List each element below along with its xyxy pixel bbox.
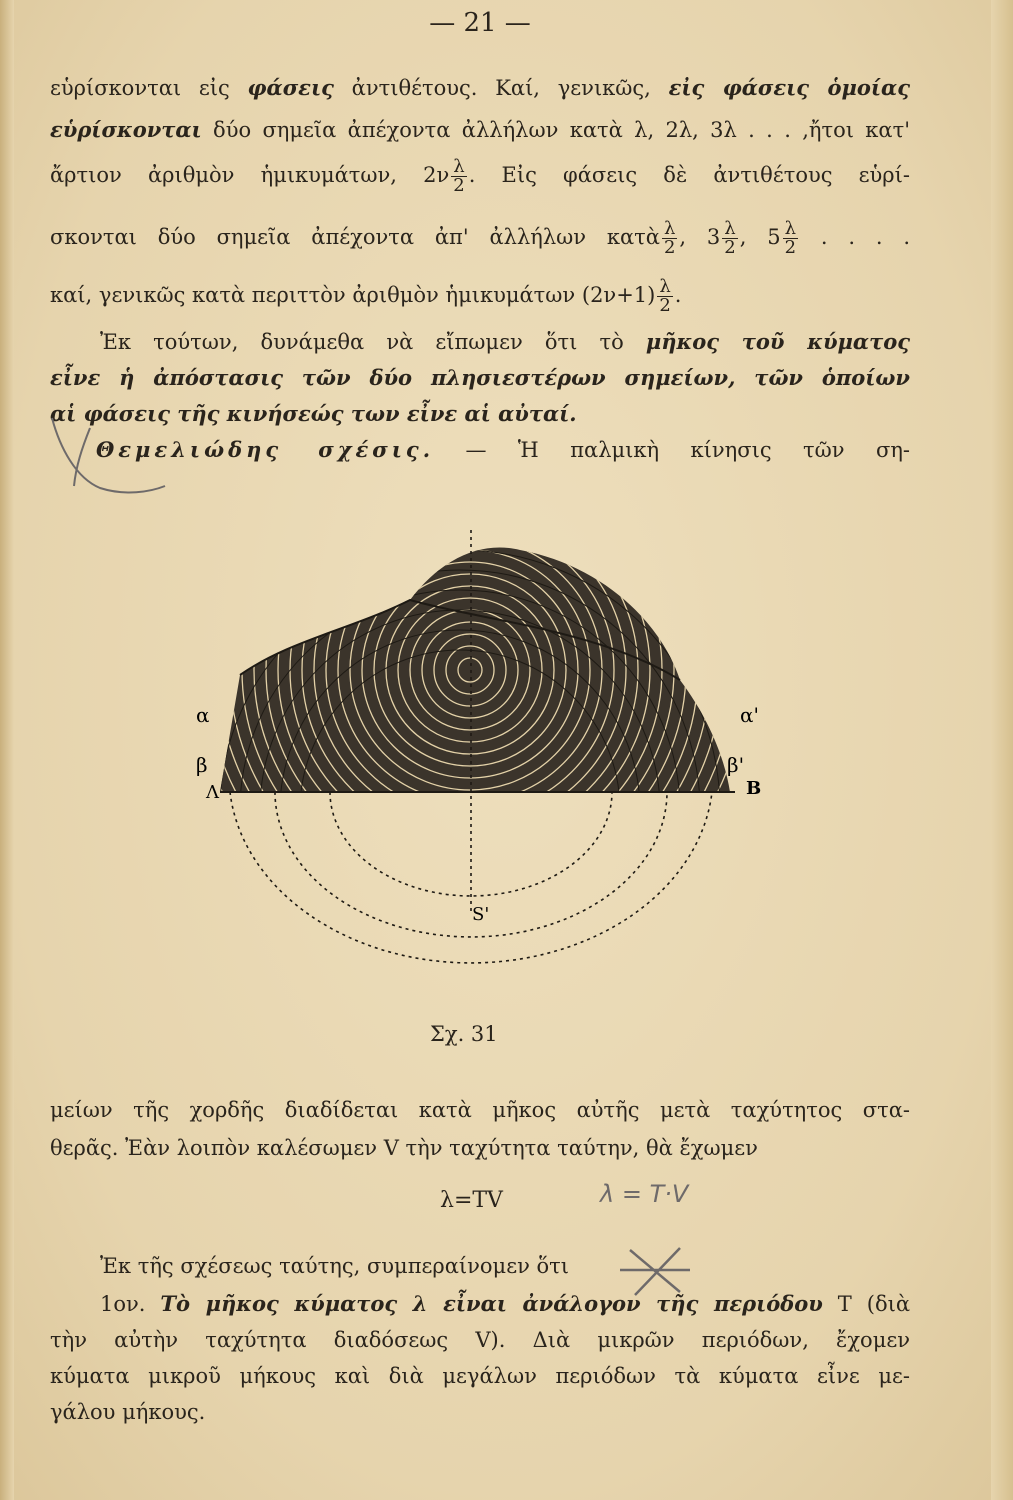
label-B: B [746,778,762,799]
label-alpha: α [196,703,210,727]
fraction: $\frac{\lambda}{2}$ [784,218,797,258]
pencil-mark [30,408,170,500]
text-line-6: Ἐκ τούτων, δυνάμεθα νὰ εἴπωμεν ὅτι τὸ μῆκος τοῦ κύματος [100,329,910,354]
page-edge-left [0,0,14,1500]
pencil-note: λ = T·V [600,1180,689,1208]
text-line-3: ἄρτιον ἀριθμὸν ἡμικυμάτων, 2ν $\frac{\lambda}{2}$ . Εἰς φάσεις δὲ ἀντιθέτους εὑρί- [50,156,910,196]
label-alpha-prime: α' [740,703,760,727]
text-line-2: εὑρίσκονται δύο σημεῖα ἀπέχοντα ἀλλήλων κατὰ λ, 2λ, 3λ . . . ,ἤτοι κατ' [50,117,910,142]
fraction: $\frac{\lambda}{2}$ [659,276,671,316]
text-line-11: θερᾶς. Ἐὰν λοιπὸν καλέσωμεν V τὴν ταχύτητα ταύτην, θὰ ἔχωμεν [50,1136,758,1160]
text-line-1: εὑρίσκονται εἰς φάσεις ἀντιθέτους. Καί, γενικῶς, εἰς φάσεις ὁμοίας [50,75,910,100]
text-line-12: Ἐκ τῆς σχέσεως ταύτης, συμπεραίνομεν ὅτι [100,1254,570,1278]
wavefront-hatching [194,480,750,1010]
page-number: — 21 — [429,8,531,38]
text-line-4: σκονται δύο σημεῖα ἀπέχοντα ἀπ' ἀλλήλων κατὰ $\frac{\lambda}{2}$ , 3 $\frac{\lambda}{2}$ , 5 $\frac{\lambda}{2}$ . . . . [50,218,910,258]
text-line-9: Θεμελιώδης σχέσις. — Ἡ παλμικὴ κίνησις τῶν ση- [96,437,910,462]
figure-caption: Σχ. 31 [430,1022,498,1046]
text-line-7: εἶνε ἡ ἀπόστασις τῶν δύο πλησιεστέρων σημείων, τῶν ὁποίων [50,365,910,390]
text-line-5: καί, γενικῶς κατὰ περιττὸν ἀριθμὸν ἡμικυμάτων (2ν+1) $\frac{\lambda}{2}$ . [50,276,682,316]
label-beta: β [196,753,208,777]
fraction: $\frac{\lambda}{2}$ [663,218,676,258]
fraction: $\frac{\lambda}{2}$ [724,218,736,258]
page-edge-right [991,0,1013,1500]
label-S-prime: S' [472,904,490,925]
text-line-15: κύματα μικροῦ μήκους καὶ διὰ μεγάλων περιόδων τὰ κύματα εἶνε με- [50,1364,910,1388]
label-beta-prime: β' [727,753,745,777]
text-line-10: μείων τῆς χορδῆς διαδίδεται κατὰ μῆκος αὐτῆς μετὰ ταχύτητος στα- [50,1098,910,1122]
text-line-16: γάλου μήκους. [50,1400,206,1424]
formula: λ=TV [440,1188,503,1213]
text-line-14: τὴν αὐτὴν ταχύτητα διαδόσεως V). Διὰ μικρῶν περιόδων, ἔχομεν [50,1328,910,1352]
label-lambda: Λ [206,782,219,803]
text-line-13: 1ον. Τὸ μῆκος κύματος λ εἶναι ἀνάλογον τῆς περιόδου T (διὰ [100,1291,911,1316]
wave-figure [180,480,780,1010]
text-line-8: αἱ φάσεις τῆς κινήσεώς των εἶνε αἱ αὐταί. [50,401,577,426]
fraction: $\frac{\lambda}{2}$ [453,156,465,196]
